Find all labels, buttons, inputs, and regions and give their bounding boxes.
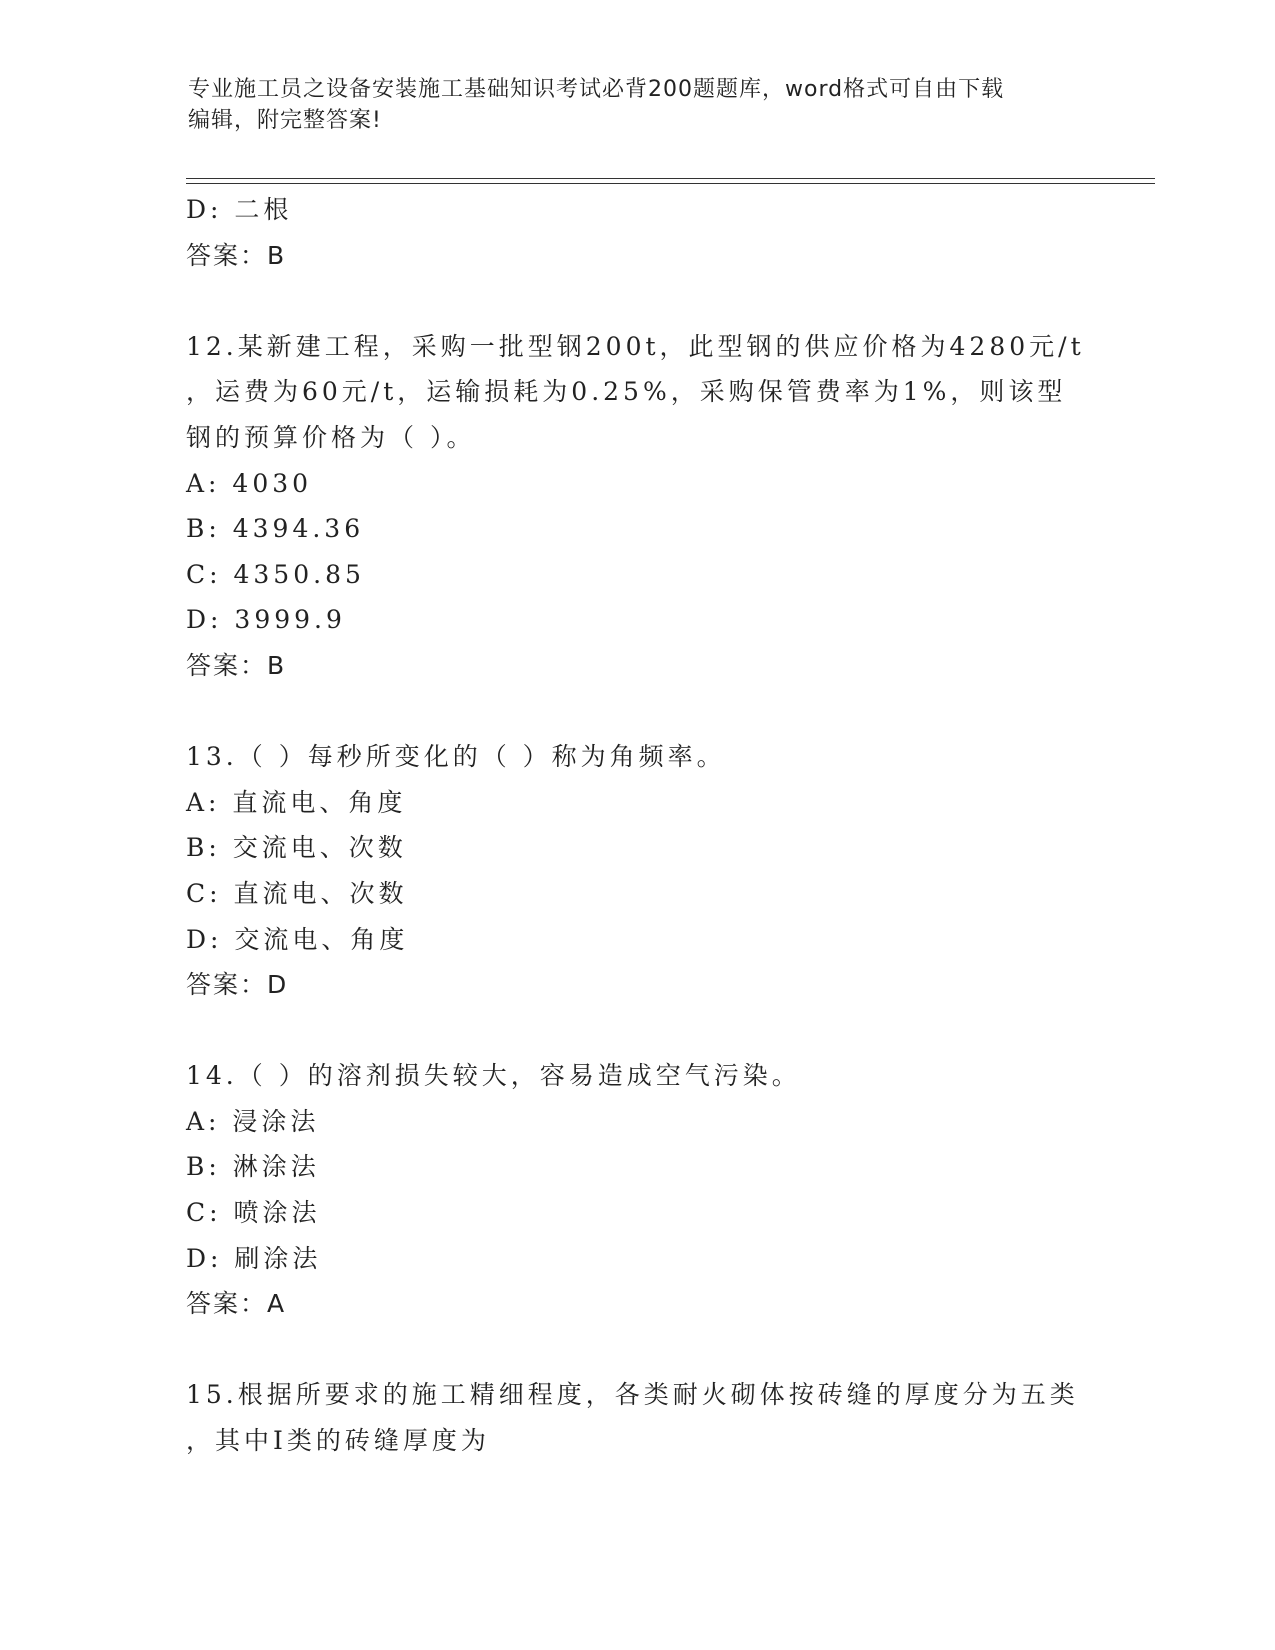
q11-option-d: D: 二根 — [186, 195, 293, 224]
q14-option-b: B: 淋涂法 — [186, 1152, 320, 1182]
q12-option-b: B: 4394.36 — [186, 514, 365, 544]
document-header — [188, 74, 1068, 136]
question-15-text-line-2: ，其中I类的砖缝厚度为 — [186, 1426, 490, 1456]
question-14-text-line-1: 14.（ ）的溶剂损失较大，容易造成空气污染。 — [186, 1061, 801, 1091]
spacer — [186, 1008, 1086, 1054]
question-12-text-line-2: ，运费为60元/t，运输损耗为0.25%，采购保管费率为1%，则该型 — [186, 377, 1067, 407]
q14-option-c: C: 喷涂法 — [186, 1198, 321, 1228]
q12-option-c: C: 4350.85 — [186, 559, 365, 589]
q12-answer: 答案：B — [186, 650, 287, 680]
q13-answer: 答案：D — [186, 970, 289, 1000]
q12-option-d: D: 3999.9 — [186, 605, 346, 635]
q14-option-d: D: 刷涂法 — [186, 1243, 322, 1273]
question-12-text-line-1: 12.某新建工程，采购一批型钢200t，此型钢的供应价格为4280元/t — [186, 331, 1085, 361]
question-14 — [186, 1053, 1086, 1099]
question-12-text-line-3: 钢的预算价格为（ ）。 — [186, 422, 476, 452]
question-12 — [186, 324, 1086, 461]
q14-option-a: A: 浸涂法 — [186, 1106, 320, 1136]
q14-answer: 答案：A — [186, 1289, 287, 1319]
q13-option-d: D: 交流电、角度 — [186, 924, 409, 954]
header-title-line-2: 编辑，附完整答案! — [188, 108, 382, 133]
spacer — [186, 278, 1086, 324]
header-divider-bottom — [186, 183, 1155, 184]
q12-option-a: A: 4030 — [186, 468, 313, 498]
document-body — [186, 187, 1086, 1464]
header-title-line-1: 专业施工员之设备安装施工基础知识考试必背200题题库，word格式可自由下载 — [188, 77, 1005, 102]
question-13-text-line-1: 13.（ ）每秒所变化的（ ）称为角频率。 — [186, 742, 726, 772]
q11-answer: 答案：B — [186, 240, 287, 270]
q13-option-b: B: 交流电、次数 — [186, 833, 407, 863]
question-15 — [186, 1372, 1086, 1463]
q13-option-a: A: 直流电、角度 — [186, 787, 407, 817]
spacer — [186, 689, 1086, 735]
q13-option-c: C: 直流电、次数 — [186, 878, 408, 908]
question-15-text-line-1: 15.根据所要求的施工精细程度，各类耐火砌体按砖缝的厚度分为五类 — [186, 1380, 1079, 1410]
spacer — [186, 1327, 1086, 1373]
question-13 — [186, 734, 1086, 780]
header-divider-top — [186, 178, 1155, 179]
